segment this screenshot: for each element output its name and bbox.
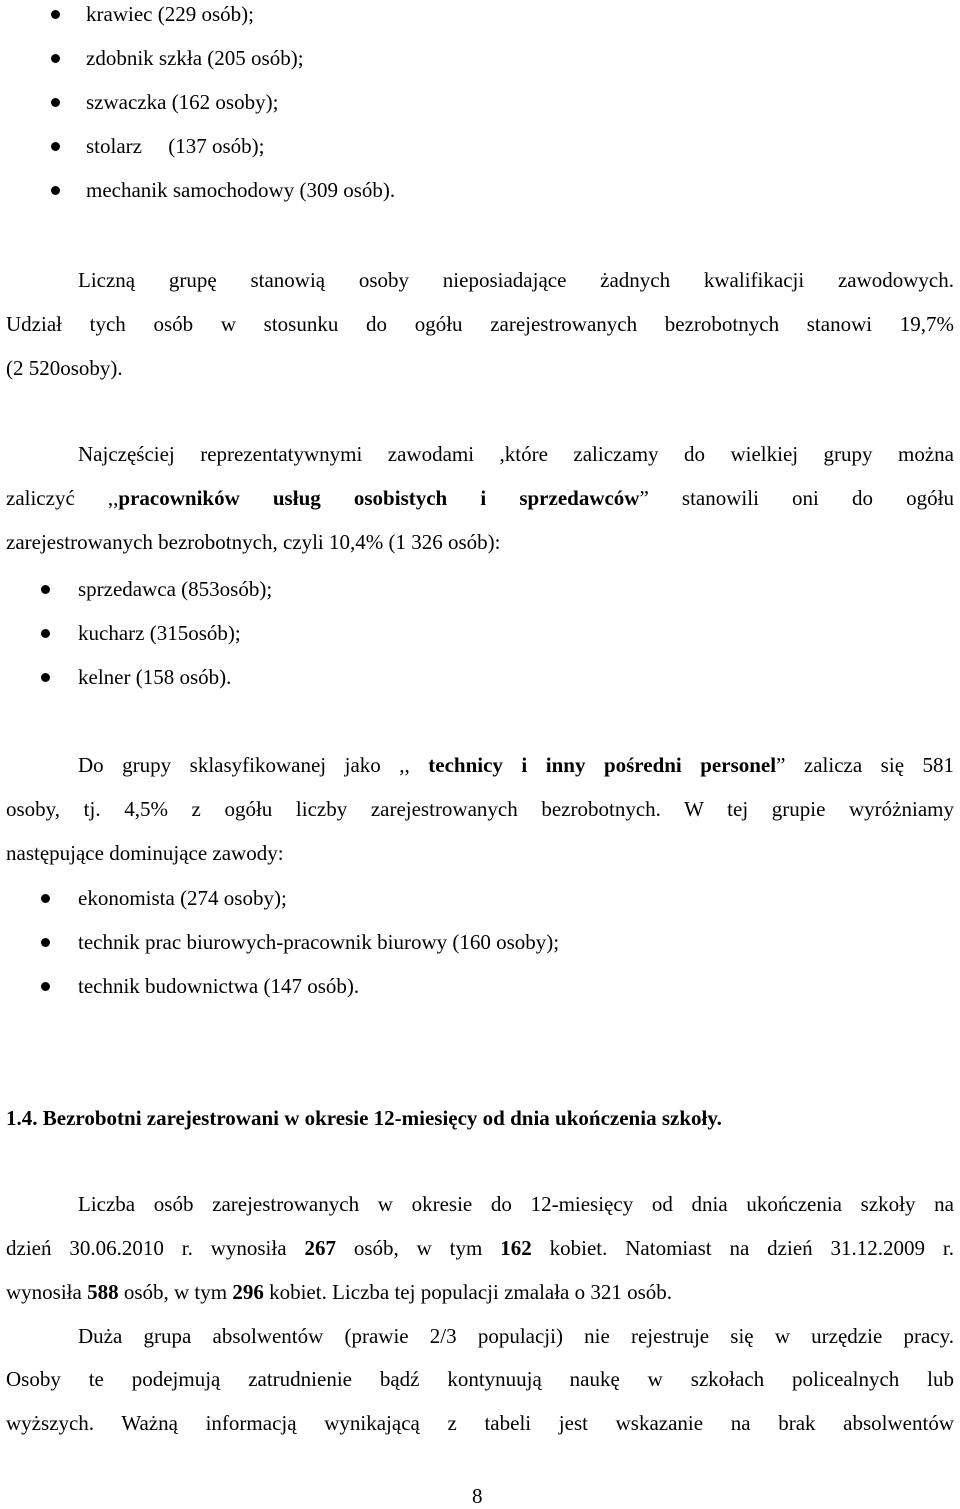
value-bold: 296	[232, 1280, 264, 1304]
text-run: dzień 30.06.2010 r. wynosiła	[6, 1236, 305, 1260]
text-run: ” stanowili oni do ogółu	[639, 486, 954, 510]
bullet-icon	[41, 585, 50, 594]
paragraph-line: następujące dominujące zawody:	[6, 841, 284, 865]
bullet-icon	[41, 629, 50, 638]
paragraph-line: wyższych. Ważną informacją wynikającą z tabeli jest wskazanie na brak absolwentów	[6, 1411, 954, 1435]
bullet-icon	[51, 142, 60, 151]
group-name-bold: technicy i inny pośredni personel	[428, 753, 777, 777]
list-item: szwaczka (162 osoby);	[86, 90, 279, 114]
list-item: ekonomista (274 osoby);	[78, 886, 287, 910]
text-run: zaliczyć ,,	[6, 486, 119, 510]
text-run: kobiet. Liczba tej populacji zmalała o 321 osób.	[263, 1280, 673, 1304]
text-run: wynosiła	[6, 1280, 88, 1304]
paragraph-line: Duża grupa absolwentów (prawie 2/3 populacji) nie rejestruje się w urzędzie pracy.	[78, 1324, 954, 1348]
list-item: technik budownictwa (147 osób).	[78, 974, 360, 998]
bullet-icon	[41, 938, 50, 947]
list-item: technik prac biurowych-pracownik biurowy (160 osoby);	[78, 930, 560, 954]
text-run: Do grupy sklasyfikowanej jako ,,	[78, 753, 429, 777]
section-heading: 1.4. Bezrobotni zarejestrowani w okresie 12-miesięcy od dnia ukończenia szkoły.	[6, 1106, 722, 1130]
list-item: krawiec (229 osób);	[86, 2, 254, 26]
bullet-icon	[41, 673, 50, 682]
list-item: kucharz (315osób);	[78, 621, 241, 645]
bullet-icon	[51, 10, 60, 19]
paragraph-line	[6, 484, 954, 512]
group-name-bold: pracowników usług osobistych i sprzedawców	[118, 486, 640, 510]
text-run: ” zalicza się 581	[776, 753, 955, 777]
text-run: osób, w tym	[118, 1280, 233, 1304]
bullet-icon	[41, 982, 50, 991]
paragraph-line: zarejestrowanych bezrobotnych, czyli 10,4% (1 326 osób):	[6, 530, 501, 554]
value-bold: 588	[87, 1280, 119, 1304]
paragraph-line: Osoby te podejmują zatrudnienie bądź kontynuują naukę w szkołach policealnych lub	[6, 1367, 954, 1391]
paragraph-line: Liczną grupę stanowią osoby nieposiadające żadnych kwalifikacji zawodowych.	[78, 268, 954, 292]
value-bold: 267	[304, 1236, 336, 1260]
list-item: kelner (158 osób).	[78, 665, 232, 689]
page-number: 8	[472, 1484, 483, 1508]
paragraph-line: osoby, tj. 4,5% z ogółu liczby zarejestrowanych bezrobotnych. W tej grupie wyróżniamy	[6, 797, 954, 821]
list-item: stolarz (137 osób);	[86, 134, 265, 158]
bullet-icon	[51, 98, 60, 107]
bullet-icon	[41, 894, 50, 903]
list-item: sprzedawca (853osób);	[78, 577, 273, 601]
paragraph-line: (2 520osoby).	[6, 356, 123, 380]
bullet-icon	[51, 54, 60, 63]
bullet-icon	[51, 186, 60, 195]
text-run: osób, w tym	[335, 1236, 501, 1260]
paragraph-line: Najczęściej reprezentatywnymi zawodami ,które zaliczamy do wielkiej grupy można	[78, 442, 954, 466]
paragraph-line: Udział tych osób w stosunku do ogółu zarejestrowanych bezrobotnych stanowi 19,7%	[6, 312, 954, 336]
paragraph-line	[6, 1278, 954, 1306]
paragraph-line	[78, 751, 954, 779]
list-item: mechanik samochodowy (309 osób).	[86, 178, 396, 202]
paragraph-line: Liczba osób zarejestrowanych w okresie do 12-miesięcy od dnia ukończenia szkoły na	[78, 1192, 954, 1216]
paragraph-line	[6, 1234, 954, 1262]
value-bold: 162	[500, 1236, 532, 1260]
text-run: kobiet. Natomiast na dzień 31.12.2009 r.	[531, 1236, 954, 1260]
list-item: zdobnik szkła (205 osób);	[86, 46, 304, 70]
